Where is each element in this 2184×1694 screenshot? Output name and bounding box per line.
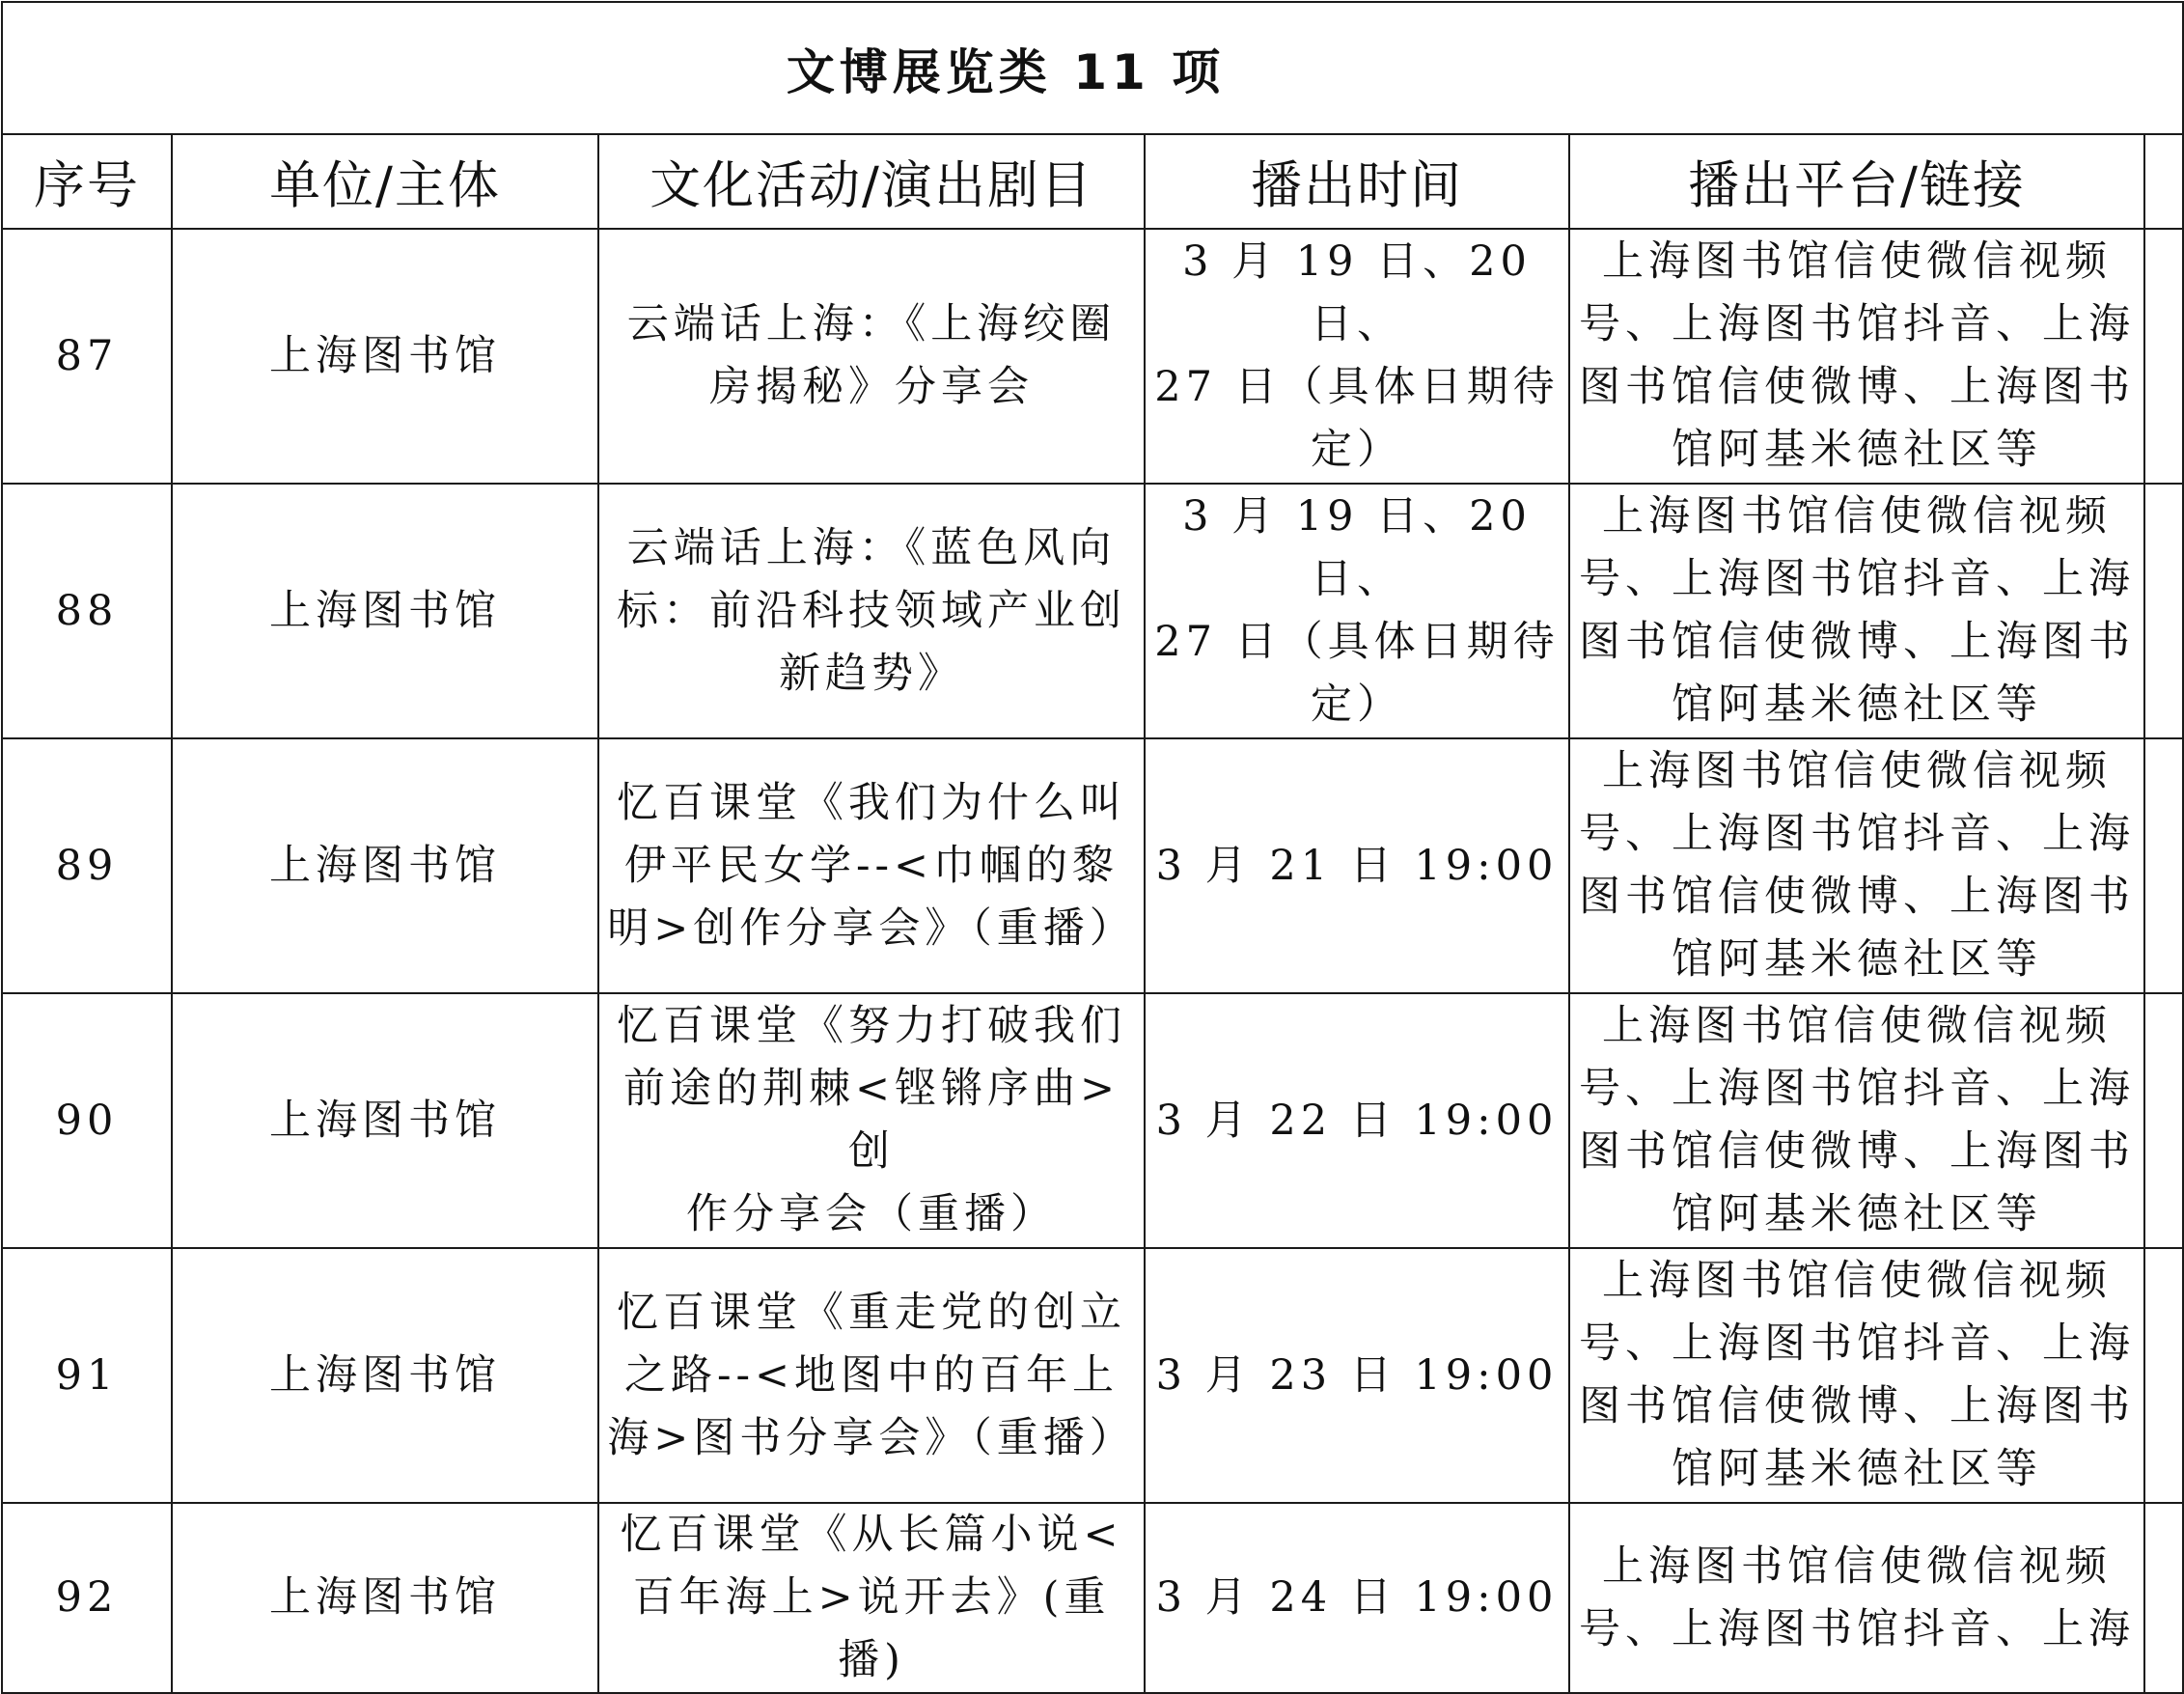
header-time: 播出时间 (1145, 134, 1569, 229)
table-row (2, 1248, 2183, 1503)
cell-extra (2144, 738, 2183, 993)
cell-time: 3 月 19 日、20 日、 27 日（具体日期待 定） (1145, 484, 1569, 738)
cell-activity: 忆百课堂《从长篇小说< 百年海上>说开去》(重播) (598, 1503, 1145, 1693)
cell-unit: 上海图书馆 (172, 1503, 598, 1693)
table-row (2, 993, 2183, 1248)
cell-time: 3 月 24 日 19:00 (1145, 1503, 1569, 1693)
cell-seq: 88 (2, 484, 172, 738)
cell-extra (2144, 229, 2183, 484)
table-row (2, 484, 2183, 738)
cell-seq: 90 (2, 993, 172, 1248)
cell-extra (2144, 484, 2183, 738)
cell-unit: 上海图书馆 (172, 484, 598, 738)
cell-platform: 上海图书馆信使微信视频 号、上海图书馆抖音、上海 图书馆信使微博、上海图书 馆阿基米德社区等 (1569, 484, 2144, 738)
table-title-cell (2, 2, 2183, 134)
cell-platform: 上海图书馆信使微信视频 号、上海图书馆抖音、上海 (1569, 1503, 2144, 1693)
header-activity: 文化活动/演出剧目 (598, 134, 1145, 229)
cell-activity: 忆百课堂《重走党的创立 之路--<地图中的百年上 海>图书分享会》（重播） (598, 1248, 1145, 1503)
cell-time: 3 月 19 日、20 日、 27 日（具体日期待 定） (1145, 229, 1569, 484)
cell-time: 3 月 22 日 19:00 (1145, 993, 1569, 1248)
cell-activity: 忆百课堂《我们为什么叫 伊平民女学--<巾帼的黎 明>创作分享会》（重播） (598, 738, 1145, 993)
table-row (2, 1503, 2183, 1693)
cell-platform: 上海图书馆信使微信视频 号、上海图书馆抖音、上海 图书馆信使微博、上海图书 馆阿基米德社区等 (1569, 738, 2144, 993)
cell-unit: 上海图书馆 (172, 738, 598, 993)
cell-extra (2144, 993, 2183, 1248)
cell-extra (2144, 1248, 2183, 1503)
cell-extra (2144, 1503, 2183, 1693)
program-table (1, 1, 2184, 1694)
header-extra (2144, 134, 2183, 229)
header-row (2, 134, 2183, 229)
header-unit: 单位/主体 (172, 134, 598, 229)
table-row (2, 738, 2183, 993)
cell-platform: 上海图书馆信使微信视频 号、上海图书馆抖音、上海 图书馆信使微博、上海图书 馆阿基米德社区等 (1569, 993, 2144, 1248)
header-platform: 播出平台/链接 (1569, 134, 2144, 229)
cell-seq: 91 (2, 1248, 172, 1503)
cell-unit: 上海图书馆 (172, 229, 598, 484)
table-title: 文博展览类 11 项 (786, 43, 1226, 100)
cell-seq: 92 (2, 1503, 172, 1693)
cell-seq: 87 (2, 229, 172, 484)
cell-platform: 上海图书馆信使微信视频 号、上海图书馆抖音、上海 图书馆信使微博、上海图书 馆阿基米德社区等 (1569, 1248, 2144, 1503)
cell-activity: 云端话上海：《蓝色风向 标：前沿科技领域产业创 新趋势》 (598, 484, 1145, 738)
cell-platform: 上海图书馆信使微信视频 号、上海图书馆抖音、上海 图书馆信使微博、上海图书 馆阿基米德社区等 (1569, 229, 2144, 484)
cell-seq: 89 (2, 738, 172, 993)
cell-time: 3 月 23 日 19:00 (1145, 1248, 1569, 1503)
header-seq: 序号 (2, 134, 172, 229)
cell-activity: 云端话上海：《上海绞圈 房揭秘》分享会 (598, 229, 1145, 484)
cell-time: 3 月 21 日 19:00 (1145, 738, 1569, 993)
cell-activity: 忆百课堂《努力打破我们 前途的荆棘<铿锵序曲>创 作分享会（重播） (598, 993, 1145, 1248)
cell-unit: 上海图书馆 (172, 1248, 598, 1503)
cell-unit: 上海图书馆 (172, 993, 598, 1248)
table-row (2, 229, 2183, 484)
table-title-row (2, 2, 2183, 134)
